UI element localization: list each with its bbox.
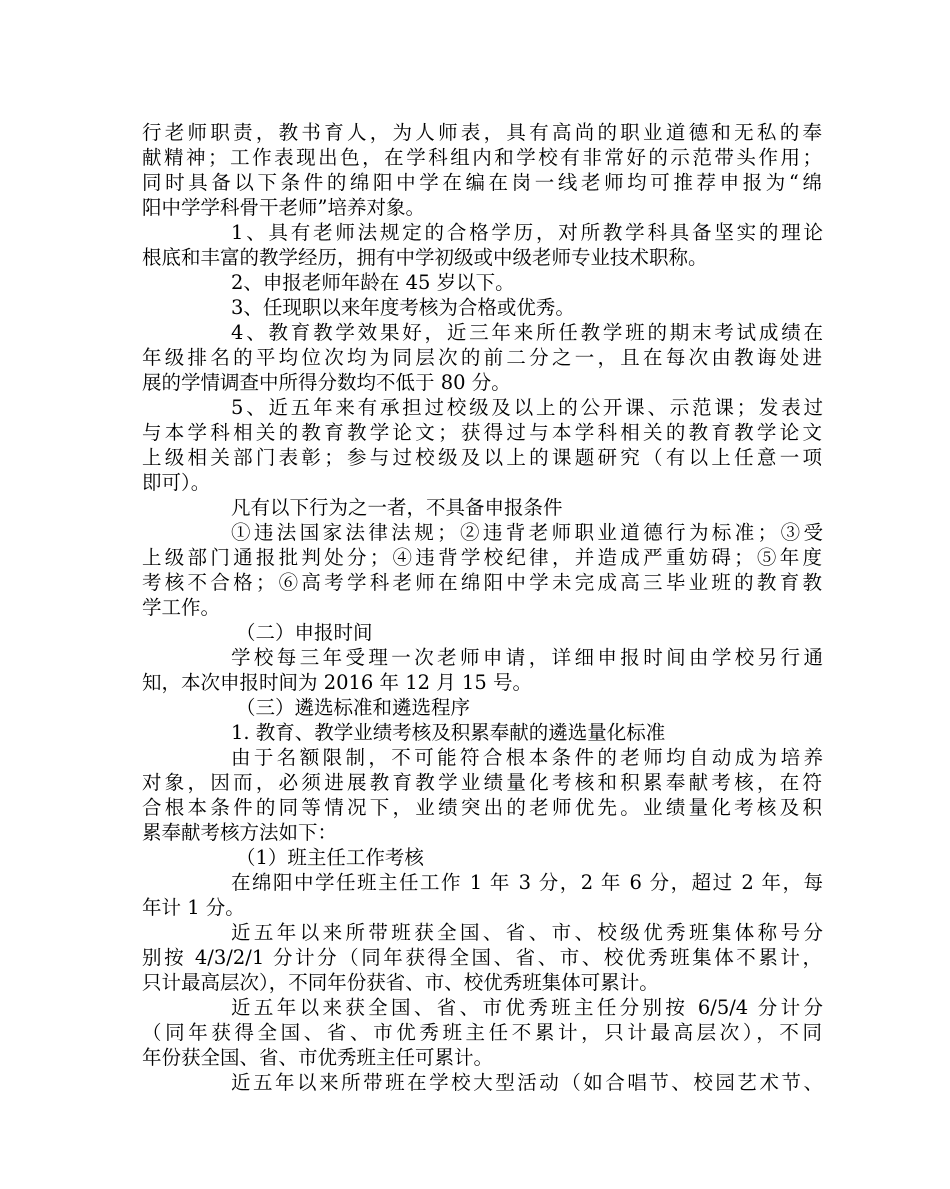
text-line: 2、申报老师年龄在 45 岁以下。 xyxy=(231,271,515,294)
text-line: ①违法国家法律法规；②违背老师职业道德行为标准；③受 xyxy=(231,521,823,544)
section-heading: （二）申报时间 xyxy=(236,621,373,644)
text-line: 与本学科相关的教育教学论文；获得过与本学科相关的教育教学论文 xyxy=(142,421,822,444)
text-line: 近五年以来所带班在学校大型活动（如合唱节、校园艺术节、 xyxy=(231,1071,823,1094)
text-line: 别按 4/3/2/1 分计分（同年获得全国、省、市、校优秀班集体不累计， xyxy=(142,946,822,969)
text-line: 上级部门通报批判处分；④违背学校纪律，并造成严重妨碍；⑤年度 xyxy=(142,546,822,569)
text-line: 行老师职责，教书育人，为人师表，具有高尚的职业道德和无私的奉 xyxy=(142,121,822,144)
text-line: 年计 1 分。 xyxy=(142,896,245,919)
text-line: 对象，因而，必须进展教育教学业绩量化考核和积累奉献考核，在符 xyxy=(142,771,822,794)
text-line: 同时具备以下条件的绵阳中学在编在岗一线老师均可推荐申报为“绵 xyxy=(142,171,822,194)
text-line: 知，本次申报时间为 2016 年 12 月 15 号。 xyxy=(142,671,532,694)
text-line: 展的学情调查中所得分数均不低于 80 分。 xyxy=(142,371,511,394)
text-line: 3、任现职以来年度考核为合格或优秀。 xyxy=(231,296,575,319)
text-line: 近五年以来所带班获全国、省、市、校级优秀班集体称号分 xyxy=(231,921,823,944)
text-line: 在绵阳中学任班主任工作 1 年 3 分，2 年 6 分，超过 2 年，每 xyxy=(231,871,823,894)
text-line: 阳中学学科骨干老师”培养对象。 xyxy=(142,196,425,219)
text-line: 近五年以来获全国、省、市优秀班主任分别按 6/5/4 分计分 xyxy=(231,996,823,1019)
text-line: 考核不合格；⑥高考学科老师在绵阳中学未完成高三毕业班的教育教 xyxy=(142,571,822,594)
text-line: 即可）。 xyxy=(142,471,211,494)
text-line: 累奉献考核方法如下： xyxy=(142,821,338,844)
text-line: 学校每三年受理一次老师申请，详细申报时间由学校另行通 xyxy=(231,646,823,669)
text-line: 凡有以下行为之一者，不具备申报条件 xyxy=(231,496,563,519)
text-line: （同年获得全国、省、市优秀班主任不累计，只计最高层次），不同 xyxy=(142,1021,822,1044)
text-line: 上级相关部门表彰；参与过校级及以上的课题研究（有以上任意一项 xyxy=(142,446,822,469)
text-line: 1、具有老师法规定的合格学历，对所教学科具备坚实的理论 xyxy=(231,221,823,244)
text-line: 4、教育教学效果好，近三年来所任教学班的期末考试成绩在 xyxy=(231,321,823,344)
section-heading: （三）遴选标准和遴选程序 xyxy=(236,696,471,719)
subsection-heading: 1. 教育、教学业绩考核及积累奉献的遴选量化标准 xyxy=(231,721,666,744)
text-line: 由于名额限制，不可能符合根本条件的老师均自动成为培养 xyxy=(231,746,823,769)
text-line: 学工作。 xyxy=(142,596,221,619)
text-line: 5、近五年来有承担过校级及以上的公开课、示范课；发表过 xyxy=(231,396,823,419)
text-line: 只计最高层次），不同年份获省、市、校优秀班集体可累计。 xyxy=(142,971,659,994)
text-line: 年级排名的平均位次均为同层次的前二分之一，且在每次由教诲处进 xyxy=(142,346,822,369)
text-line: 合根本条件的同等情况下，业绩突出的老师优先。业绩量化考核及积 xyxy=(142,796,822,819)
text-line: 年份获全国、省、市优秀班主任可累计。 xyxy=(142,1046,494,1069)
text-line: 根底和丰富的教学经历，拥有中学初级或中级老师专业技术职称。 xyxy=(142,246,708,269)
subsection-heading: （1）班主任工作考核 xyxy=(236,846,424,869)
text-line: 献精神；工作表现出色，在学科组内和学校有非常好的示范带头作用； xyxy=(142,146,822,169)
